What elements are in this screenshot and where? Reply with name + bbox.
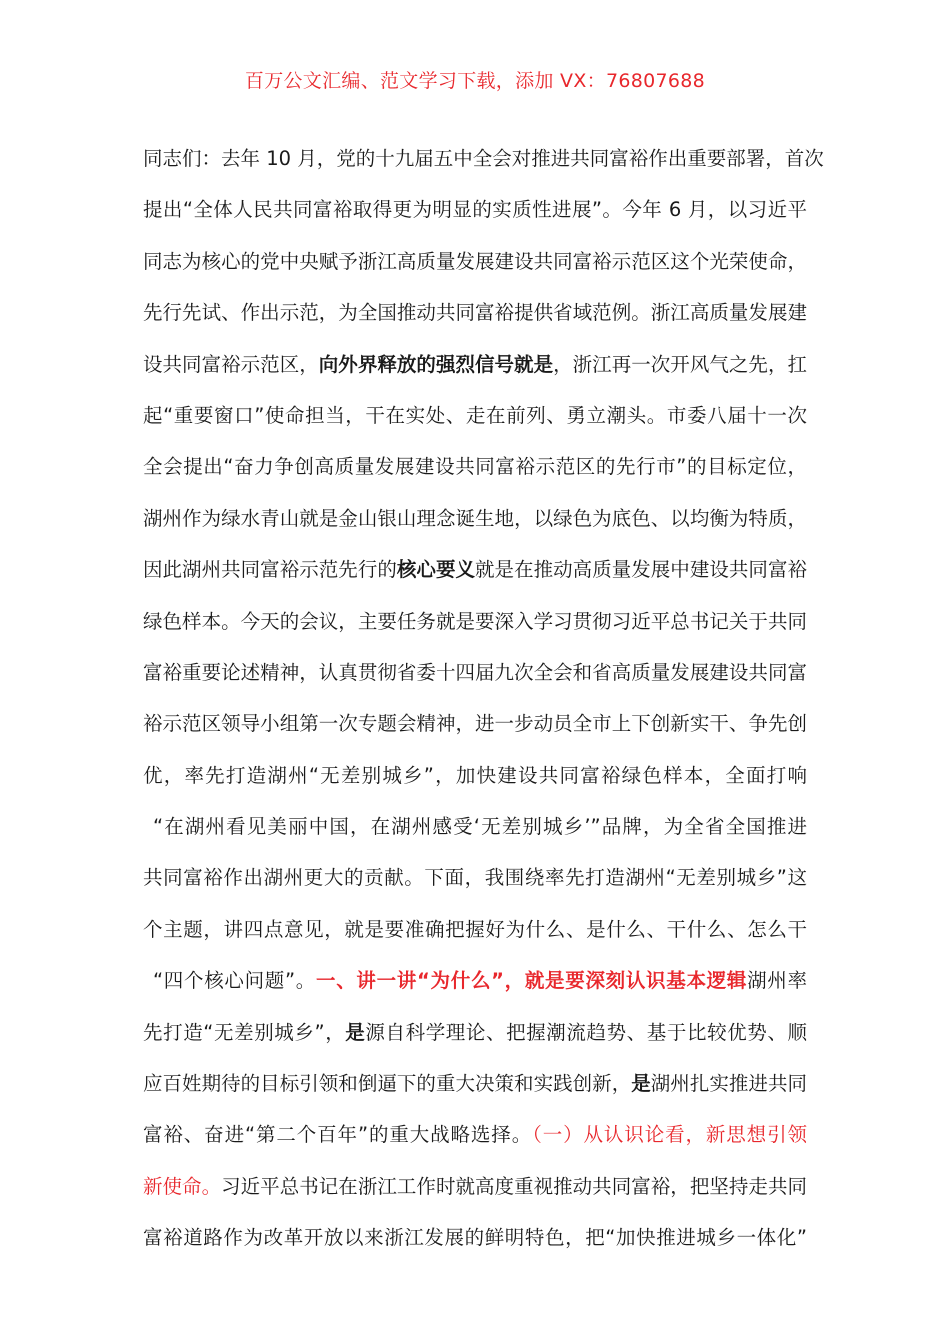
body-line (143, 852, 807, 903)
body-text-run: 同志为核心的党中央赋予浙江高质量发展建设共同富裕示范区这个光荣使命， (143, 249, 807, 273)
body-text-run: 就是在推动高质量发展中建设共同富裕 (475, 558, 807, 582)
body-line (143, 441, 807, 492)
body-text-run: 习近平总书记在浙江工作时就高度重视推动共同富裕，把坚持走共同 (221, 1174, 807, 1198)
body-text-run: 先打造“无差别城乡”， (143, 1020, 346, 1044)
body-line (143, 1058, 807, 1109)
emphasis-text: 核心要义 (396, 558, 476, 582)
body-text-run: 先行先试、作出示范，为全国推动共同富裕提供省域范例。浙江高质量发展建 (143, 301, 807, 325)
emphasis-text: 一、讲一讲“为什么”，就是要深刻认识基本逻辑 (316, 969, 748, 993)
body-line (143, 544, 807, 595)
body-text-run: 共同富裕作出湖州更大的贡献。下面，我围绕率先打造湖州“无差别城乡”这 (143, 866, 807, 890)
body-text-run: 设共同富裕示范区， (143, 352, 319, 376)
body-text-run: 湖州率 (747, 969, 807, 993)
emphasis-text: 向外界释放的强烈信号就是 (318, 352, 554, 376)
body-text-run: 提出“全体人民共同富裕取得更为明显的实质性进展”。今年 6 月，以习近平 (143, 198, 807, 222)
emphasis-text: （一）从认识论看，新思想引领 (532, 1123, 807, 1147)
body-text-run: 因此湖州共同富裕示范先行的 (143, 558, 397, 582)
body-text-run: 裕示范区领导小组第一次专题会精神，进一步动员全市上下创新实干、争先创 (143, 712, 807, 736)
body-line (143, 339, 807, 390)
body-text-run: 起“重要窗口”使命担当，干在实处、走在前列、勇立潮头。市委八届十一次 (143, 403, 807, 427)
body-line (143, 1161, 807, 1212)
body-text-run: “在湖州看见美丽中国，在湖州感受‘无差别城乡’”品牌，为全省全国推进 (153, 815, 807, 839)
body-text-run: 应百姓期待的目标引领和倒逼下的重大决策和实践创新， (143, 1072, 632, 1096)
body-text-run: 全会提出“奋力争创高质量发展建设共同富裕示范区的先行市”的目标定位， (143, 455, 807, 479)
body-line (143, 390, 807, 441)
document-body (143, 133, 824, 1264)
emphasis-text: 是 (631, 1072, 651, 1096)
emphasis-text: 新使命。 (143, 1174, 222, 1198)
watermark-header: 百万公文汇编、范文学习下载，添加 VX：76807688 (244, 70, 706, 92)
body-line (143, 955, 807, 1006)
body-line (143, 647, 807, 698)
body-line (143, 236, 807, 287)
body-text-run: “四个核心问题”。 (153, 969, 317, 993)
body-line (143, 287, 807, 338)
body-line (143, 596, 807, 647)
body-line (143, 750, 807, 801)
body-text-run: 同志们：去年 10 月，党的十九届五中全会对推进共同富裕作出重要部署，首次 (143, 147, 824, 170)
body-text-run: 富裕道路作为改革开放以来浙江发展的鲜明特色，把“加快推进城乡一体化” (143, 1226, 807, 1250)
body-text-run: 富裕、奋进“第二个百年”的重大战略选择。 (143, 1123, 533, 1147)
body-line (143, 493, 807, 544)
body-line (143, 1007, 807, 1058)
body-text-run: 富裕重要论述精神，认真贯彻省委十四届九次全会和省高质量发展建设共同富 (143, 660, 807, 684)
body-text-run: ，浙江再一次开风气之先，扛 (553, 352, 807, 376)
body-text-run: 优，率先打造湖州“无差别城乡”，加快建设共同富裕绿色样本，全面打响 (143, 763, 807, 787)
body-text-run: 个主题，讲四点意见，就是要准确把握好为什么、是什么、干什么、怎么干 (143, 917, 807, 941)
body-line (143, 801, 807, 852)
body-line (143, 184, 807, 235)
body-text-run: 湖州扎实推进共同 (650, 1072, 807, 1096)
body-line (143, 1109, 807, 1160)
body-line (143, 133, 824, 184)
body-line (143, 1212, 807, 1263)
emphasis-text: 是 (345, 1020, 366, 1044)
body-text-run: 源自科学理论、把握潮流趋势、基于比较优势、顺 (365, 1020, 807, 1044)
body-line (143, 904, 807, 955)
body-text-run: 绿色样本。今天的会议，主要任务就是要深入学习贯彻习近平总书记关于共同 (143, 609, 807, 633)
body-text-run: 湖州作为绿水青山就是金山银山理念诞生地，以绿色为底色、以均衡为特质， (143, 506, 807, 530)
body-line (143, 698, 807, 749)
